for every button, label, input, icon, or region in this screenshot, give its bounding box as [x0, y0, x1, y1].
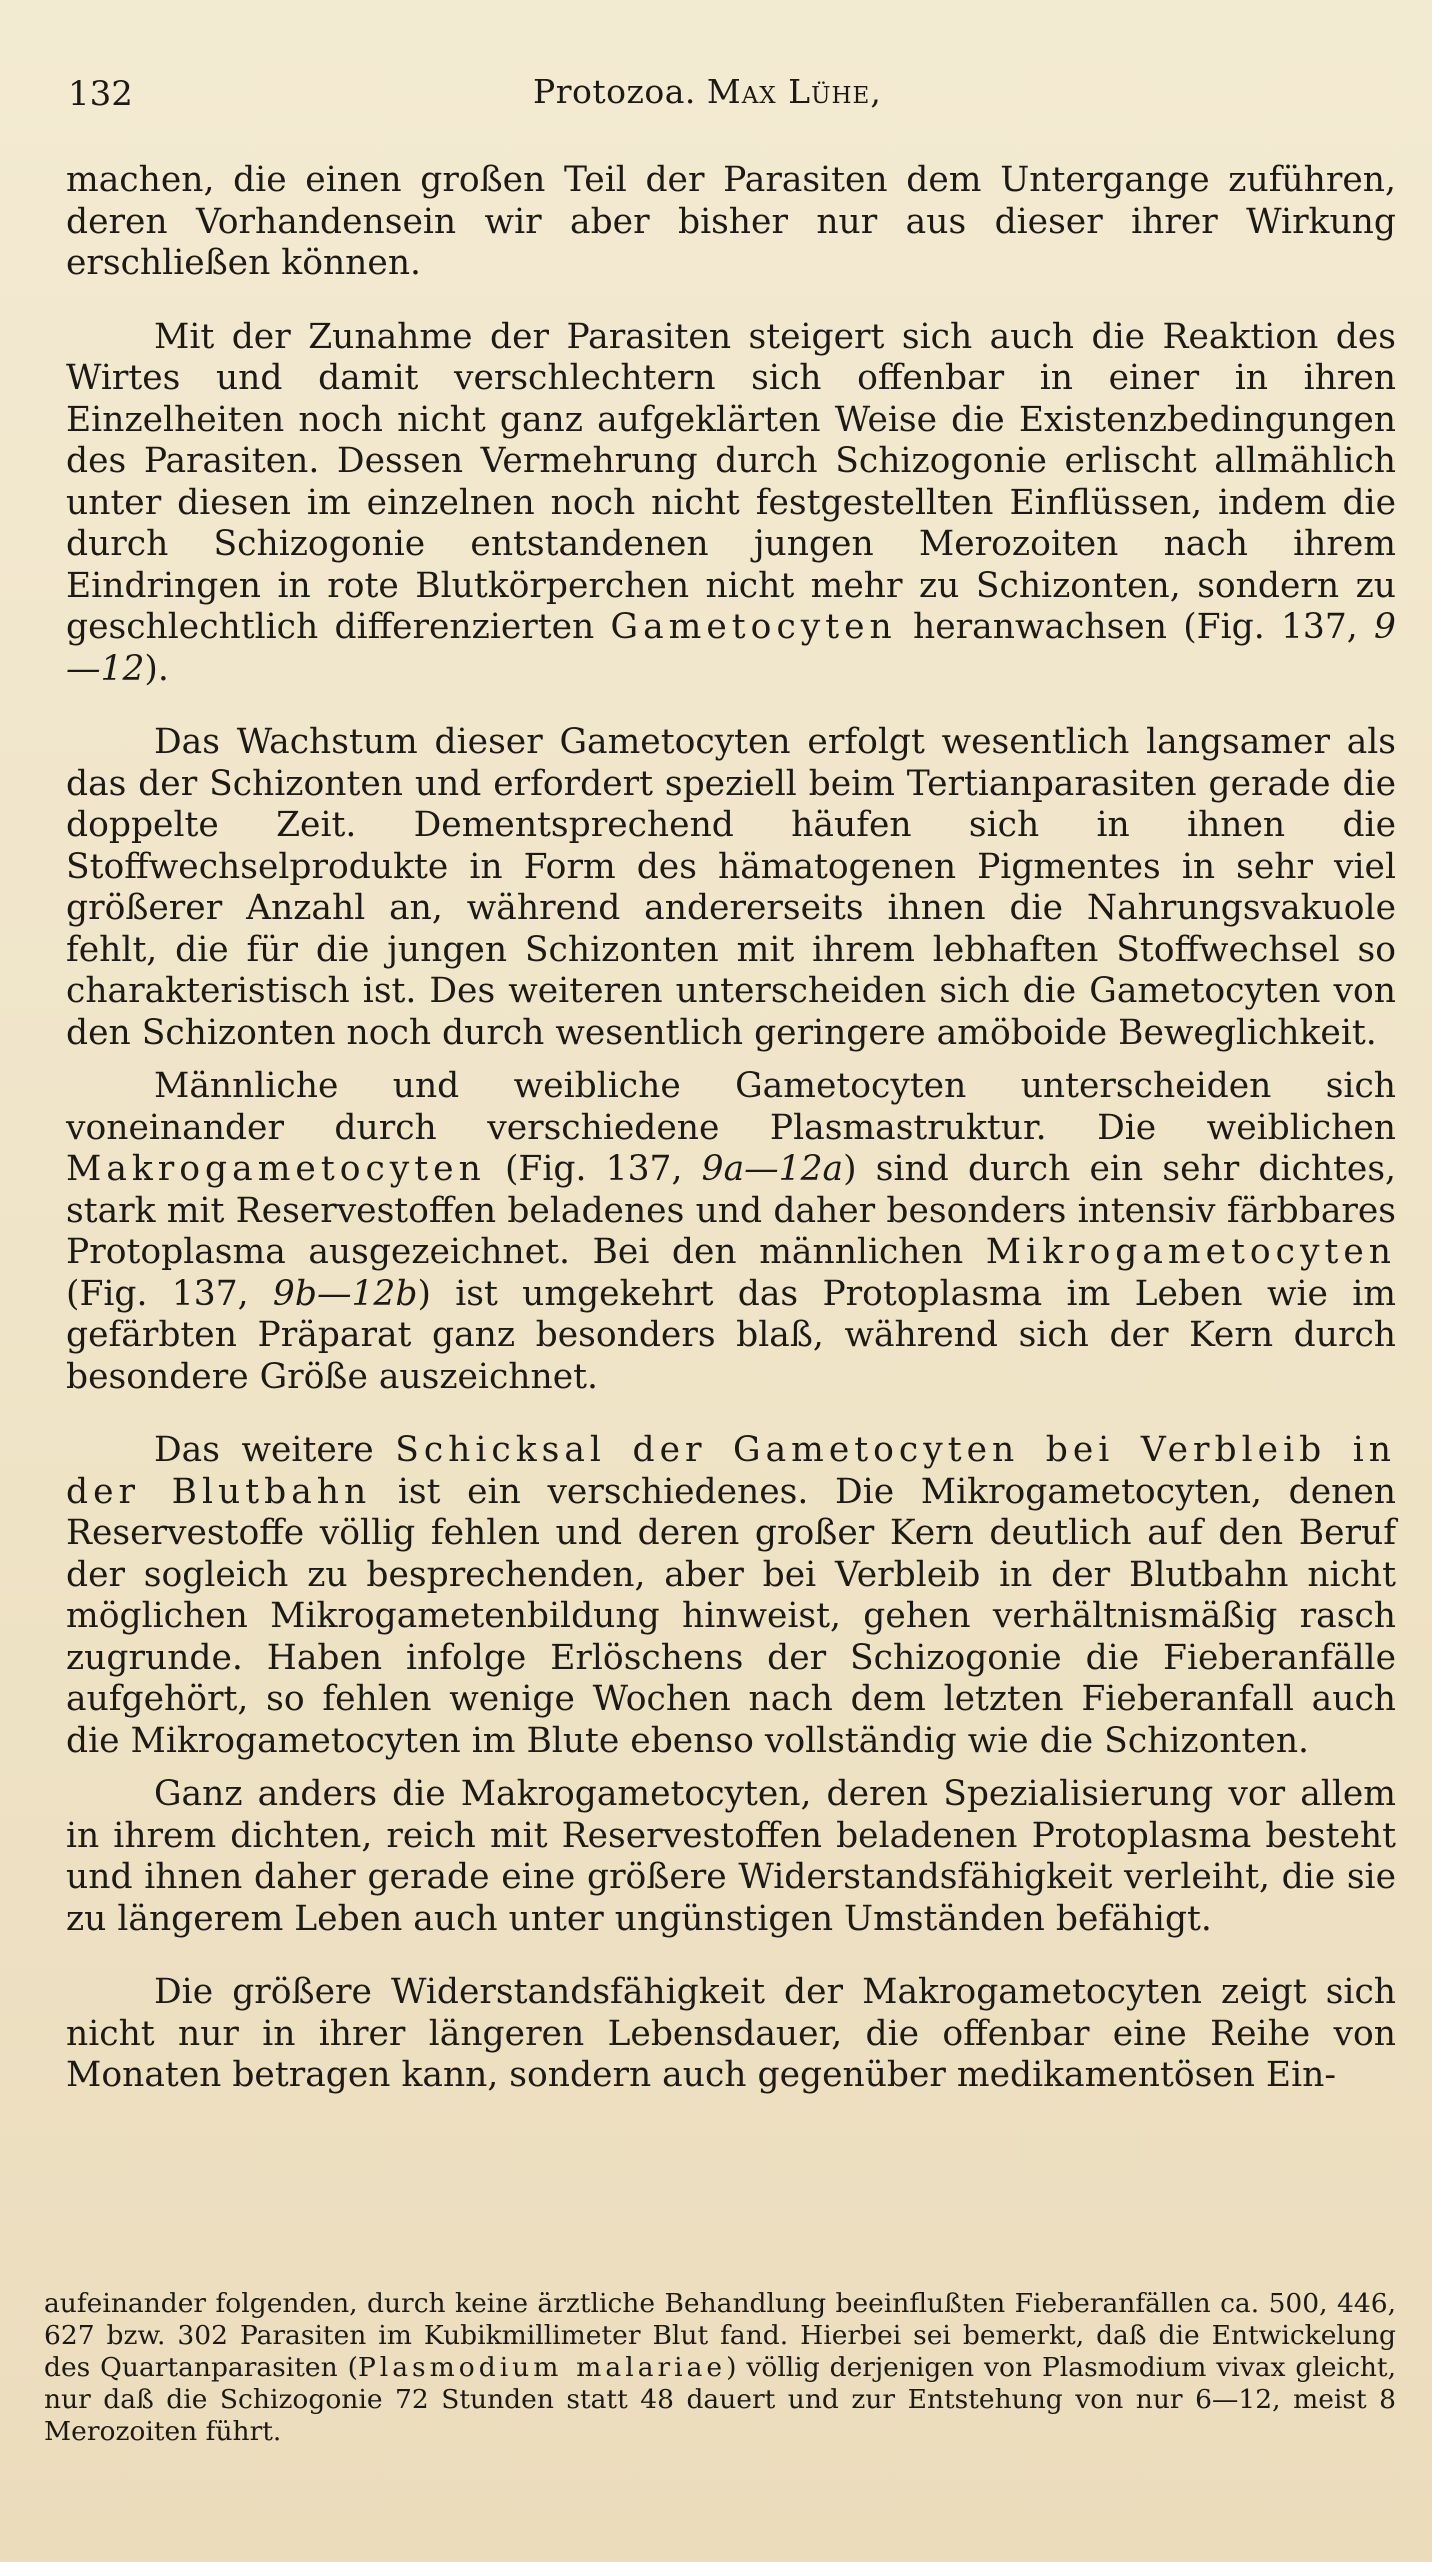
paragraph	[66, 1774, 1396, 1940]
section-title: Protozoa.	[533, 72, 696, 111]
text-run: Mit der Zunahme der Parasiten steigert sich auch die Reaktion des Wirtes und damit verschlechtern sich offenbar in einer in ihren Einzelheiten noch nicht ganz aufgeklärten Weise die Existenzbedingungen des Parasiten. Dessen Vermehrung durch Schizogonie erlischt allmählich unter diesen im einzelnen noch nicht festgestellten Einflüssen, indem die durch Schizogonie entstandenen jungen Merozoiten nach ihrem Eindringen in rote Blutkörperchen nicht mehr zu Schizonten, sondern zu geschlechtlich differenzierten	[66, 316, 1396, 647]
text-run: (Fig. 137,	[485, 1149, 702, 1189]
text-run: Ganz anders die Makrogametocyten, deren Spezialisierung vor allem in ihrem dichten, reich mit Reservestoffen beladenen Protoplasma besteht und ihnen daher gerade eine größere Widerstandsfähigkeit verleiht, die sie zu längerem Leben auch unter ungünstigen Umständen befähigt.	[66, 1774, 1396, 1939]
text-run: Männliche und weibliche Gametocyten unterscheiden sich voneinander durch verschiedene Plasmastruktur. Die weiblichen	[66, 1066, 1396, 1148]
main-text	[66, 160, 1396, 2097]
paragraph	[66, 160, 1396, 285]
page-number: 132	[68, 74, 133, 114]
text-run: ist ein verschiedenes. Die Mikrogametocyten, denen Reservestoffe völlig fehlen und deren großer Kern deutlich auf den Beruf der sogleich zu besprechenden, aber bei Verbleib in der Blutbahn nicht möglichen Mikrogametenbildung hinweist, gehen verhältnismäßig rasch zugrunde. Haben infolge Erlöschens der Schizogonie die Fieberanfälle aufgehört, so fehlen wenige Wochen nach dem letzten Fieberanfall auch die Mikrogametocyten im Blute ebenso vollständig wie die Schizonten.	[66, 1471, 1396, 1761]
running-title	[533, 72, 882, 111]
spaced-term: Plasmodium malariae	[357, 2352, 727, 2383]
figure-ref: 9b—12b	[272, 1273, 418, 1314]
paragraph	[66, 317, 1396, 691]
text-run: Das Wachstum dieser Gametocyten erfolgt wesentlich langsamer als das der Schizonten und erfordert speziell beim Tertianparasiten gerade die doppelte Zeit. Dementsprechend häufen sich in ihnen die Stoffwechselprodukte in Form des hämatogenen Pigmentes in sehr viel größerer Anzahl an, während andererseits ihnen die Nahrungsvakuole fehlt, die für die jungen Schizonten mit ihrem lebhaften Stoffwechsel so charakteristisch ist. Des weiteren unterscheiden sich die Gametocyten von den Schizonten noch durch wesentlich geringere amöboide Beweglichkeit.	[66, 722, 1396, 1053]
spaced-term: Schicksal der Gametocyten bei Verbleib in der Blutbahn	[66, 1430, 1396, 1512]
figure-ref: 9a—12a	[701, 1149, 844, 1189]
text-run: Das weitere	[154, 1430, 396, 1470]
page-header	[68, 66, 1368, 126]
text-run: ) ist umgekehrt das Protoplasma im Leben wie im gefärbten Präparat ganz besonders blaß, während sich der Kern durch besondere Größe auszeichnet.	[66, 1273, 1396, 1397]
text-run: (Fig. 137,	[66, 1273, 273, 1314]
spaced-term: Mikrogametocyten	[985, 1232, 1396, 1272]
text-run: heranwachsen (Fig. 137,	[896, 607, 1375, 647]
paragraph	[66, 1430, 1396, 1762]
text-run: ) völlig derjenigen von Plasmodium vivax gleicht, nur daß die Schizogonie 72 Stunden statt 48 dauert und zur Entstehung von nur 6—12, meist 8 Merozoiten führt.	[44, 2352, 1396, 2447]
spaced-term: Makrogametocyten	[66, 1149, 486, 1189]
text-run: Die größere Widerstandsfähigkeit der Makrogametocyten zeigt sich nicht nur in ihrer längeren Lebensdauer, die offenbar eine Reihe von Monaten betragen kann, sondern auch gegenüber medikamentösen Ein-	[66, 1972, 1396, 2095]
author-name: Max Lühe,	[706, 72, 882, 111]
footnote	[44, 2288, 1396, 2448]
text-run: ) sind durch ein sehr dichtes, stark mit Reservestoffen beladenes und daher besonders intensiv färbbares Protoplasma ausgezeichnet. Bei den männlichen	[66, 1149, 1396, 1272]
paragraph	[66, 1972, 1396, 2097]
text-run: aufeinander folgenden, durch keine ärztliche Behandlung beeinflußten Fieberanfällen ca. 500, 446, 627 bzw. 302 Parasiten im Kubikmillimeter Blut fand. Hierbei sei bemerkt, daß die Entwickelung des Quartanparasiten (	[44, 2288, 1396, 2383]
spaced-term: Gametocyten	[610, 607, 897, 647]
text-run: ).	[144, 648, 169, 689]
paragraph	[66, 1066, 1396, 1398]
text-run: machen, die einen großen Teil der Parasiten dem Untergange zuführen, deren Vorhandensein wir aber bisher nur aus dieser ihrer Wirkung erschließen können.	[66, 160, 1396, 283]
figure-ref: 9—12	[66, 607, 1396, 689]
paragraph	[66, 722, 1396, 1054]
